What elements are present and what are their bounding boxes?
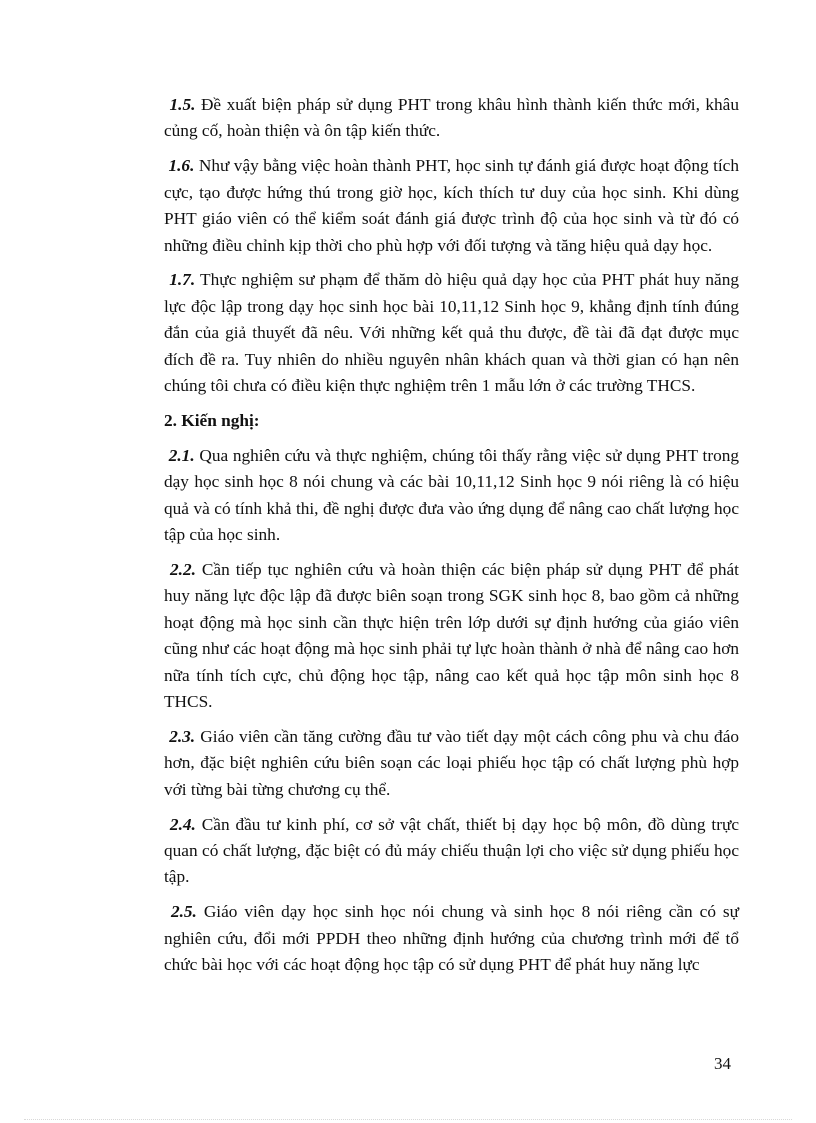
paragraph-1-5 xyxy=(164,92,739,145)
item-number: 1.6. xyxy=(168,156,195,176)
item-number: 2.2. xyxy=(169,560,196,579)
page-number: 34 xyxy=(714,1054,731,1073)
item-number: 2.5. xyxy=(170,902,197,922)
recommendation-2-2 xyxy=(164,557,739,715)
paragraph-1-7 xyxy=(164,267,739,399)
paragraph-1-6 xyxy=(164,153,739,259)
item-number: 1.7. xyxy=(169,270,196,290)
paragraph-text: Thực nghiệm sư phạm để thăm dò hiệu quả dạy học của PHT phát huy năng lực độc lập trong dạy học sinh học bài 10,11,12 Sinh học 9, khẳng định tính đúng đắn của giả thuyết đã nêu. Với những kết quả thu được, đề tài đã đạt được mục đích đề ra. Tuy nhiên do nhiều nguyên nhân khách quan và thời gian có hạn nên chúng tôi chưa có điều kiện thực nghiệm trên 1 mẫu lớn ở các trường THCS. xyxy=(164,270,740,396)
paragraph-text: Giáo viên dạy học sinh học nói chung và sinh học 8 nói riêng cần có sự nghiên cứu, đổi mới PPDH theo những định hướng của chương trình mới để tổ chức bài học với các hoạt động học tập có sử dụng PHT để phát huy năng lực xyxy=(164,902,739,975)
item-number: 2.3. xyxy=(169,726,196,746)
recommendation-2-3 xyxy=(164,724,739,803)
item-number: 2.4. xyxy=(169,814,196,834)
paragraph-text: Đề xuất biện pháp sử dụng PHT trong khâu hình thành kiến thức mới, khâu củng cố, hoàn thiện và ôn tập kiến thức. xyxy=(164,95,739,141)
recommendation-2-5 xyxy=(164,899,739,978)
paragraph-text: Cần đầu tư kinh phí, cơ sở vật chất, thiết bị dạy học bộ môn, đồ dùng trực quan có chất lượng, đặc biệt có đủ máy chiếu thuận lợi cho việc sử dụng phiếu học tập. xyxy=(164,814,739,887)
document-body xyxy=(164,92,739,987)
item-number: 2.1. xyxy=(168,445,195,465)
page-bottom-divider xyxy=(24,1119,792,1120)
paragraph-text: Giáo viên cần tăng cường đầu tư vào tiết dạy một cách công phu và chu đáo hơn, đặc biệt nghiên cứu biên soạn các loại phiếu học tập có chất lượng phù hợp với từng bài từng chương cụ thể. xyxy=(164,726,739,799)
section-heading: 2. Kiến nghị: xyxy=(164,410,260,430)
paragraph-text: Qua nghiên cứu và thực nghiệm, chúng tôi thấy rằng việc sử dụng PHT trong dạy học sinh học 8 nói chung và các bài 10,11,12 Sinh học 9 nói riêng là có hiệu quả và có tính khả thi, đề nghị được đưa vào ứng dụng để nâng cao chất lượng học tập của học sinh. xyxy=(164,445,739,545)
item-number: 1.5. xyxy=(169,95,196,114)
recommendation-2-1 xyxy=(164,443,739,549)
recommendation-2-4 xyxy=(164,812,739,891)
paragraph-text: Như vậy bằng việc hoàn thành PHT, học sinh tự đánh giá được hoạt động tích cực, tạo được hứng thú trong giờ học, kích thích tư duy của học sinh. Khi dùng PHT giáo viên có thể kiểm soát đánh giá được trình độ của học sinh và từ đó có những điều chỉnh kịp thời cho phù hợp với đối tượng và tăng hiệu quả dạy học. xyxy=(164,156,739,255)
paragraph-text: Cần tiếp tục nghiên cứu và hoàn thiện các biện pháp sử dụng PHT để phát huy năng lực độc lập đã được biên soạn trong SGK sinh học 8, bao gồm cả những hoạt động mà học sinh cần thực hiện trên lớp dưới sự định hướng của giáo viên cũng như các hoạt động mà học sinh phải tự lực hoàn thành ở nhà để nâng cao hơn nữa tính tích cực, chủ động học tập, nâng cao kết quả học tập môn sinh học 8 THCS. xyxy=(164,560,739,712)
